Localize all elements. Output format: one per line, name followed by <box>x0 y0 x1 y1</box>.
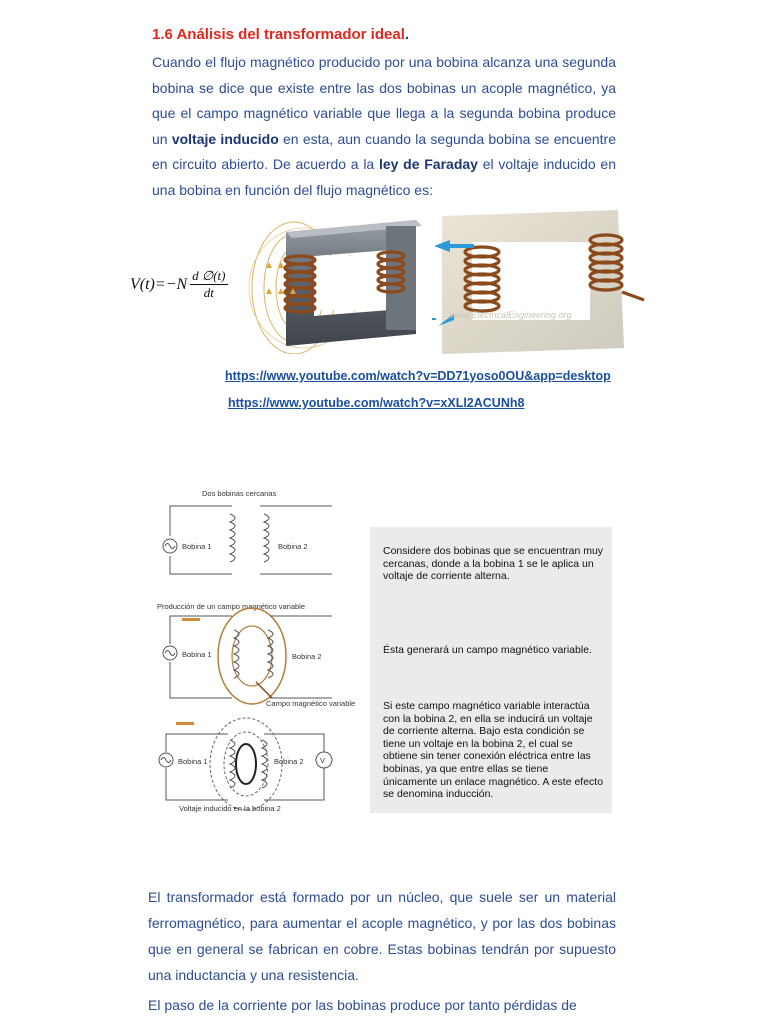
note-3: Si este campo magnético variable interactúa con la bobina 2, en ella se inducirá un voltaje de corriente alterna. Bajo esta condición se tiene un voltaje en la bobina 2, el cual se obtiene sin tener conexión eléctrica entre las bobinas, ya que entre ellas se tiene únicamente un enlace magnético. A este efecto se denomina inducción. <box>383 700 604 801</box>
faraday-formula <box>130 268 228 301</box>
core-with-field-lines <box>249 220 422 354</box>
watermark-text: www.ElectricalEngineering.org <box>450 310 572 320</box>
intro-paragraph <box>152 50 616 204</box>
note-1: Considere dos bobinas que se encuentran muy cercanas, donde a la bobina 1 se le aplica un voltaje de corriente alterna. <box>383 545 604 583</box>
transformer-illustration <box>246 208 646 354</box>
label-bobina2-a: Bobina 2 <box>278 542 308 551</box>
label-dos-bobinas: Dos bobinas cercanas <box>202 489 277 498</box>
section-title-period: . <box>404 26 410 43</box>
intro-bold-faraday: ley de Faraday <box>378 156 478 173</box>
coupling-diagram <box>152 486 358 816</box>
label-bobina1-b: Bobina 1 <box>182 650 212 659</box>
label-bobina1-c: Bobina 1 <box>178 757 208 766</box>
section-title-text: 1.6 Análisis del transformador ideal <box>152 26 405 43</box>
translucent-core-with-coils <box>432 210 644 354</box>
formula-denominator: dt <box>203 285 214 300</box>
intro-text-3: el voltaje inducido en una bobina en función del flujo magnético es: <box>152 156 616 198</box>
label-bobina2-b: Bobina 2 <box>292 652 322 661</box>
section-title <box>152 26 409 43</box>
label-produccion: Producción de un campo magnético variable <box>157 602 306 611</box>
youtube-link-1[interactable]: https://www.youtube.com/watch?v=DD71yoso0OU&app=desktop <box>225 369 611 383</box>
formula-fraction <box>190 268 227 301</box>
label-bobina2-c: Bobina 2 <box>274 757 304 766</box>
voltmeter-label: V <box>320 756 326 765</box>
intro-text-1: Cuando el flujo magnético producido por una bobina alcanza una segunda bobina se dice que existe entre las dos bobinas un acople magnético, ya que el campo magnético variable que llega a la segunda bobina produce un <box>152 54 616 147</box>
formula-lhs: V(t)=−N <box>130 275 188 293</box>
intro-bold-voltaje: voltaje inducido <box>171 130 279 147</box>
label-voltaje-inducido: Voltaje inducido en la bobina 2 <box>179 804 281 813</box>
label-campo: Campo magnético variable <box>266 699 356 708</box>
youtube-link-2[interactable]: https://www.youtube.com/watch?v=xXLl2ACUNh8 <box>228 396 525 410</box>
intro-text-2: en esta, aun cuando la segunda bobina se encuentre en circuito abierto. De acuerdo a la <box>152 130 616 173</box>
losses-paragraph: El paso de la corriente por las bobinas produce por tanto pérdidas de <box>148 997 577 1013</box>
panel-two-coils <box>163 506 332 574</box>
transformer-paragraph: El transformador está formado por un núcleo, que suele ser un material ferromagnético, para aumentar el acople magnético, y por las dos bobinas que en general se fabrican en cobre. Estas bobinas tendrán por supuesto una inductancia y una resistencia. <box>148 889 616 983</box>
note-2: Ésta generará un campo magnético variable. <box>383 644 592 656</box>
formula-numerator: d ∅(t) <box>192 268 226 283</box>
label-bobina1-a: Bobina 1 <box>182 542 212 551</box>
